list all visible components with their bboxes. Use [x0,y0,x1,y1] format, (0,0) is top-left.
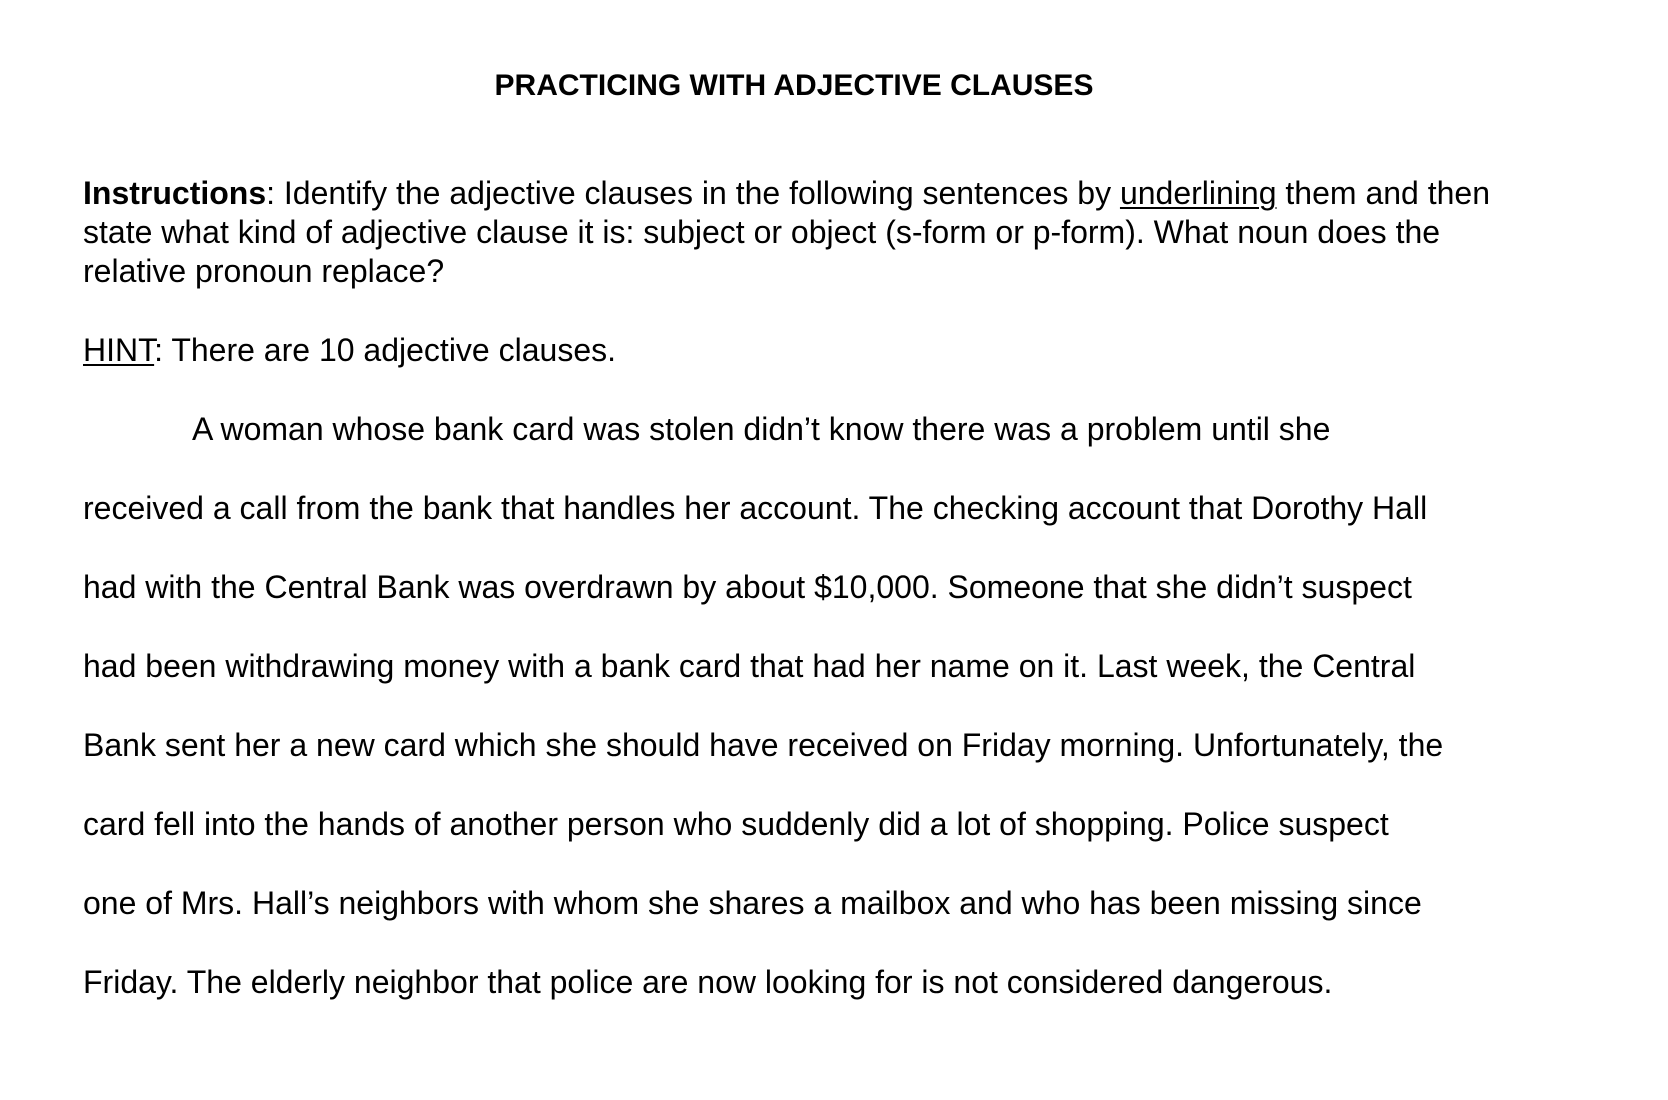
passage-line: had been withdrawing money with a bank card that had her name on it. Last week, the Central [83,648,1416,684]
instructions-colon: : [266,175,276,211]
hint-text: : There are 10 adjective clauses. [154,332,616,368]
hint-paragraph [83,331,616,370]
hint-label: HINT [83,332,155,368]
instructions-text-before: Identify the adjective clauses in the following sentences by [275,175,1120,211]
page-title: PRACTICING WITH ADJECTIVE CLAUSES [494,69,1094,102]
instructions-paragraph [83,174,1523,291]
passage-line: card fell into the hands of another person who suddenly did a lot of shopping. Police suspect [83,806,1389,842]
instructions-text-after: them and then state what kind of adjective clause it is: subject or object (s-form or p-form). What noun does the relative pronoun replace? [83,175,1490,289]
passage-line: received a call from the bank that handles her account. The checking account that Dorothy Hall [83,490,1428,526]
passage-line: A woman whose bank card was stolen didn’t know there was a problem until she [192,411,1331,447]
instructions-label: Instructions [83,175,267,211]
passage-line: Bank sent her a new card which she should have received on Friday morning. Unfortunately, the [83,727,1444,763]
underlined-word: underlining [1119,175,1277,211]
passage [83,409,1523,1041]
passage-line: Friday. The elderly neighbor that police are now looking for is not considered dangerous. [83,964,1333,1000]
passage-line: had with the Central Bank was overdrawn by about $10,000. Someone that she didn’t suspect [83,569,1412,605]
passage-line: one of Mrs. Hall’s neighbors with whom she shares a mailbox and who has been missing since [83,885,1422,921]
